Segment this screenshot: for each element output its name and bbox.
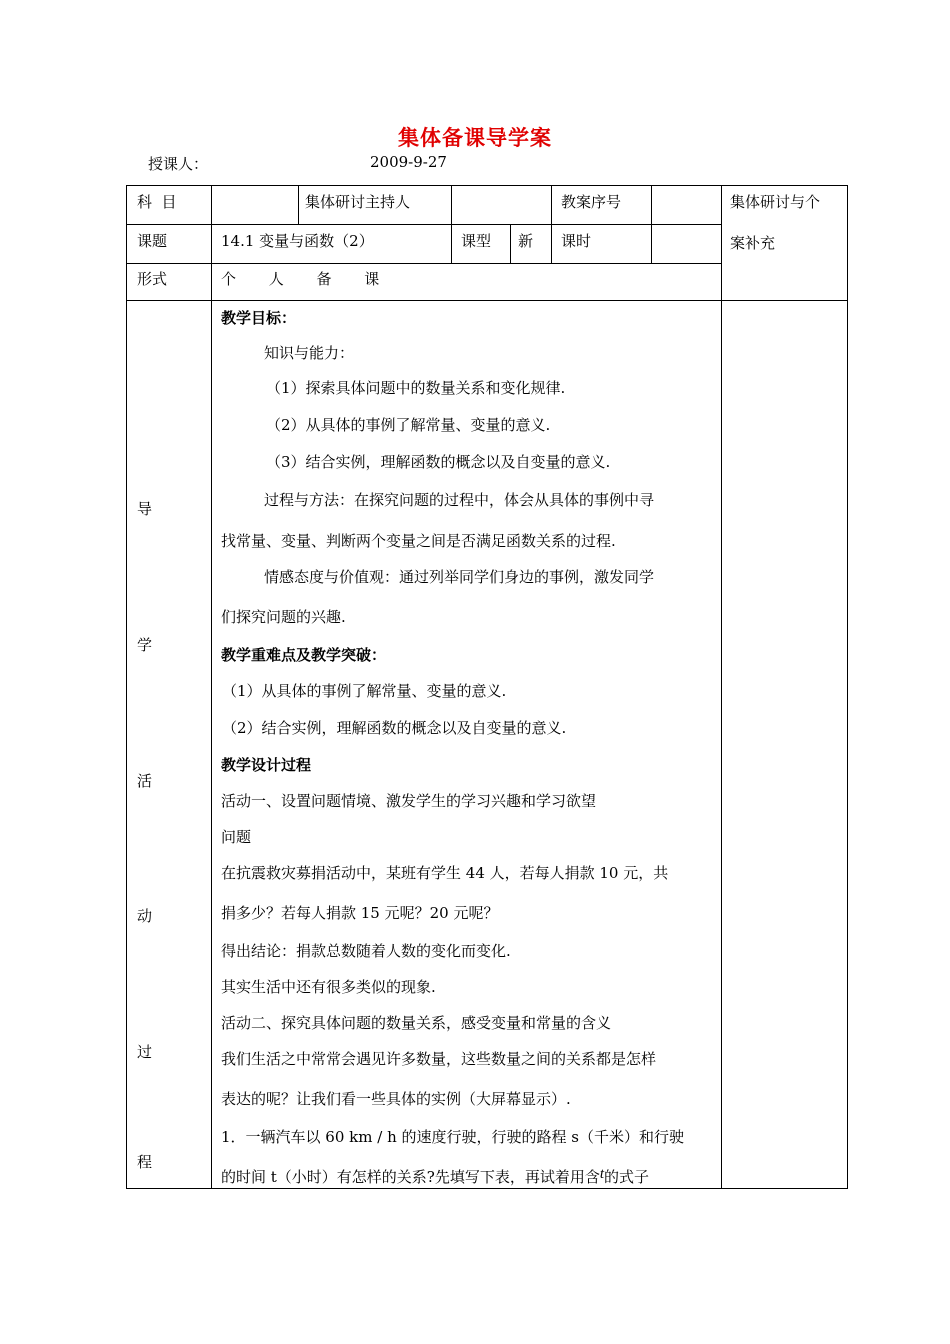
side-label: 学 bbox=[137, 636, 153, 654]
example-one-line2 bbox=[221, 1166, 649, 1187]
knowledge-heading: 知识与能力： bbox=[264, 344, 355, 362]
table-col-divider bbox=[651, 185, 652, 264]
knowledge-item: （3）结合实例，理解函数的概念以及自变量的意义. bbox=[266, 453, 611, 471]
activity-two: 活动二、探究具体问题的数量关系，感受变量和常量的含义 bbox=[221, 1014, 612, 1032]
process-text-line1: 过程与方法：在探究问题的过程中，体会从具体的事例中寻 bbox=[264, 491, 655, 509]
table-col-divider bbox=[211, 185, 212, 1189]
similar-text: 其实生活中还有很多类似的现象. bbox=[221, 978, 436, 996]
page-title: 集体备课导学案 bbox=[398, 126, 552, 150]
side-label: 程 bbox=[137, 1153, 153, 1171]
emotion-text-line1: 情感态度与价值观：通过列举同学们身边的事例，激发同学 bbox=[264, 568, 655, 586]
form-value: 个 人 备 课 bbox=[221, 270, 394, 288]
topic-label: 课题 bbox=[137, 232, 168, 250]
example-one-line2-text: 的时间 t（小时）有怎样的关系?先填写下表，再试着用含 bbox=[221, 1168, 600, 1186]
question-label: 问题 bbox=[221, 828, 252, 846]
date: 2009-9-27 bbox=[370, 153, 447, 171]
key-point-item: （2）结合实例，理解函数的概念以及自变量的意义. bbox=[222, 719, 567, 737]
table-border-left bbox=[126, 185, 127, 1189]
table-col-divider bbox=[510, 224, 511, 264]
goals-heading: 教学目标： bbox=[221, 309, 297, 327]
side-label: 导 bbox=[137, 500, 153, 518]
teacher-label: 授课人： bbox=[148, 155, 209, 173]
form-label: 形式 bbox=[137, 270, 168, 288]
table-col-divider bbox=[721, 185, 722, 1189]
side-label: 活 bbox=[137, 772, 153, 790]
process-text-line2: 找常量、变量、判断两个变量之间是否满足函数关系的过程. bbox=[221, 532, 616, 550]
key-points-heading: 教学重难点及教学突破： bbox=[221, 646, 387, 664]
example-one-line1: 1．一辆汽车以 60 km / h 的速度行驶，行驶的路程 s（千米）和行驶 bbox=[221, 1128, 684, 1146]
host-label: 集体研讨主持人 bbox=[305, 193, 411, 211]
example-one-line2-tail: 的式子 bbox=[604, 1168, 650, 1186]
table-border-right bbox=[847, 185, 848, 1189]
side-label: 过 bbox=[137, 1043, 153, 1061]
lesson-type-value: 新 bbox=[518, 232, 534, 250]
table-border-bottom bbox=[126, 1188, 848, 1189]
side-label: 动 bbox=[137, 907, 153, 925]
table-col-divider bbox=[451, 185, 452, 264]
supplement-label-line2: 案补充 bbox=[730, 234, 776, 252]
lesson-type-label: 课型 bbox=[461, 232, 492, 250]
table-row-divider bbox=[126, 224, 722, 225]
knowledge-item: （1）探索具体问题中的数量关系和变化规律. bbox=[266, 379, 566, 397]
supplement-label-line1: 集体研讨与个 bbox=[730, 193, 821, 211]
question-text-line2: 捐多少？若每人捐款 15 元呢？20 元呢？ bbox=[221, 904, 499, 922]
table-col-divider bbox=[298, 185, 299, 225]
key-point-item: （1）从具体的事例了解常量、变量的意义. bbox=[222, 682, 507, 700]
activity-one: 活动一、设置问题情境、激发学生的学习兴趣和学习欲望 bbox=[221, 792, 597, 810]
variable-t: t bbox=[599, 1166, 605, 1182]
conclusion-text: 得出结论：捐款总数随着人数的变化而变化. bbox=[221, 942, 511, 960]
life-text-line1: 我们生活之中常常会遇见许多数量，这些数量之间的关系都是怎样 bbox=[221, 1050, 657, 1068]
class-hours-label: 课时 bbox=[561, 232, 592, 250]
table-col-divider bbox=[551, 185, 552, 264]
question-text-line1: 在抗震救灾募捐活动中，某班有学生 44 人，若每人捐款 10 元，共 bbox=[221, 864, 669, 882]
table-row-divider bbox=[126, 263, 722, 264]
knowledge-item: （2）从具体的事例了解常量、变量的意义. bbox=[266, 416, 551, 434]
plan-number-label: 教案序号 bbox=[561, 193, 622, 211]
topic-value: 14.1 变量与函数（2） bbox=[221, 232, 374, 250]
emotion-text-line2: 们探究问题的兴趣. bbox=[221, 608, 346, 626]
design-heading: 教学设计过程 bbox=[221, 756, 312, 774]
subject-label: 科 目 bbox=[137, 193, 177, 211]
life-text-line2: 表达的呢？让我们看一些具体的实例（大屏幕显示）. bbox=[221, 1090, 571, 1108]
table-border-top bbox=[126, 185, 848, 186]
table-row-divider bbox=[126, 300, 848, 301]
